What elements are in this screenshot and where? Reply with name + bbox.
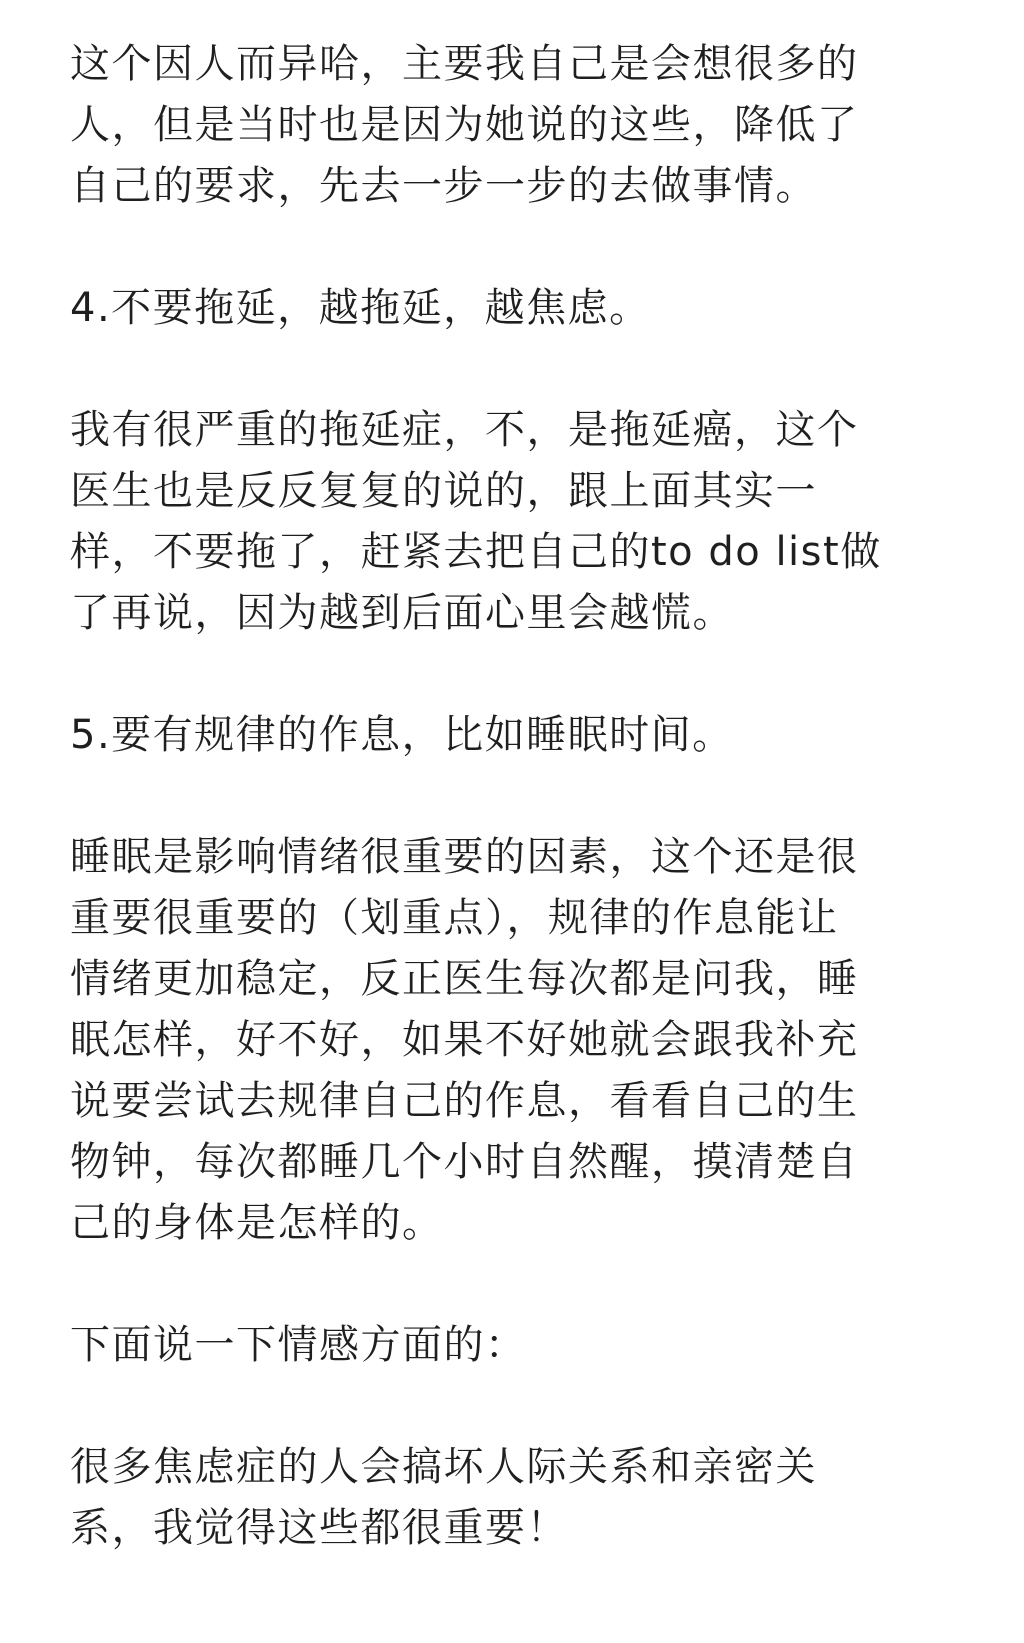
paragraph-gap (70, 1376, 970, 1437)
paragraph-gap (70, 217, 970, 278)
text-line: 我有很严重的拖延症，不，是拖延癌，这个 (70, 407, 859, 453)
section-intro (70, 1315, 970, 1376)
text-line: 睡眠是影响情绪很重要的因素，这个还是很 (70, 834, 859, 880)
text-line: 物钟，每次都睡几个小时自然醒，摸清楚自 (70, 1139, 859, 1185)
paragraph-gap (70, 1254, 970, 1315)
paragraph-4 (70, 1437, 970, 1559)
text-line: 样，不要拖了，赶紧去把自己的to do list做 (70, 529, 882, 575)
paragraph-gap (70, 644, 970, 705)
text-line: 眠怎样，好不好，如果不好她就会跟我补充 (70, 1017, 859, 1063)
text-line: 重要很重要的（划重点），规律的作息能让 (70, 895, 839, 941)
text-line: 情绪更加稳定，反正医生每次都是问我，睡 (70, 956, 859, 1002)
paragraph-3 (70, 827, 970, 1254)
heading-text: 5.要有规律的作息，比如睡眠时间。 (70, 712, 734, 758)
text-line: 了再说，因为越到后面心里会越慌。 (70, 590, 734, 636)
text-line: 下面说一下情感方面的： (70, 1322, 527, 1368)
text-line: 这个因人而异哈，主要我自己是会想很多的 (70, 41, 859, 87)
text-line: 系，我觉得这些都很重要！ (70, 1505, 568, 1551)
paragraph-1 (70, 34, 970, 217)
text-line: 医生也是反反复复的说的，跟上面其实一 (70, 468, 817, 514)
section-heading-5 (70, 705, 970, 766)
page-bottom-edge (0, 1615, 1024, 1643)
paragraph-gap (70, 766, 970, 827)
text-line: 说要尝试去规律自己的作息，看看自己的生 (70, 1078, 859, 1124)
text-line: 人，但是当时也是因为她说的这些，降低了 (70, 102, 859, 148)
article-body (70, 34, 970, 1559)
section-heading-4 (70, 278, 970, 339)
heading-text: 4.不要拖延，越拖延，越焦虑。 (70, 285, 651, 331)
text-line: 自己的要求，先去一步一步的去做事情。 (70, 163, 817, 209)
paragraph-gap (70, 339, 970, 400)
paragraph-2 (70, 400, 970, 644)
text-line: 己的身体是怎样的。 (70, 1200, 444, 1246)
text-line: 很多焦虑症的人会搞坏人际关系和亲密关 (70, 1444, 817, 1490)
